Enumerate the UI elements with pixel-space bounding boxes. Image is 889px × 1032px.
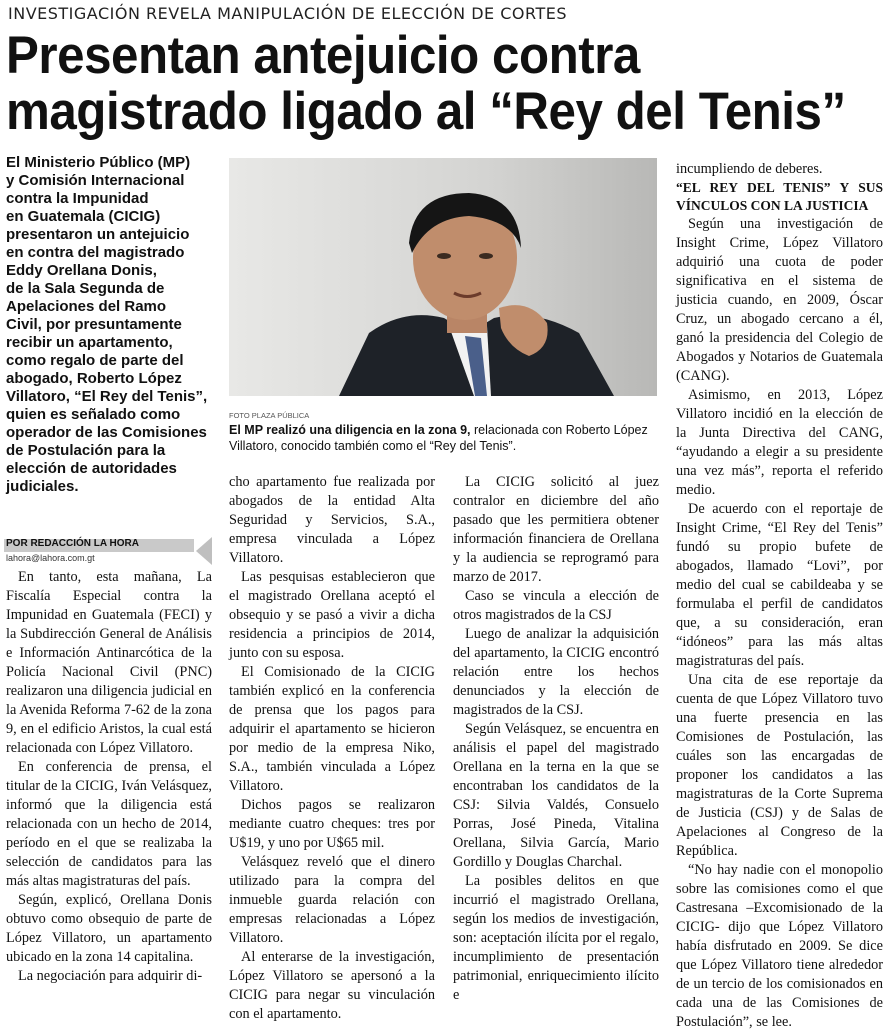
paragraph: En tanto, esta mañana, La Fiscalía Especial contra la Impunidad en Guatemala (FECI) y la Subdirección General de Análisis e Información Antinarcótica de la Policía Nacional Civil (PNC) realizaron una diligencia judicial en la Avenida Reforma 7-62 de la zona 9, en el edificio Aristos, la cual está relacionada con López Villatoro. — [6, 569, 212, 756]
paragraph: Según Velásquez, se encuentra en análisis el papel del magistrado Orellana en la terna en la que se encontraban los candidatos de la CSJ: Silvia Valdés, Consuelo Porras, José Pineda, Vitalina Orellana, Silvia García, Mario Gordillo y Douglas Charchal. — [453, 721, 659, 870]
subheading: “EL REY DEL TENIS” Y SUS VÍNCULOS CON LA JUSTICIA — [676, 180, 883, 213]
column-3 — [453, 473, 659, 1005]
photo-portrait-icon — [229, 158, 657, 396]
lede-line: operador de las Comisiones — [6, 424, 207, 441]
byline-arrow-icon — [196, 537, 212, 565]
column-1 — [6, 568, 212, 986]
lede-line: El Ministerio Público (MP) — [6, 154, 191, 171]
paragraph: Luego de analizar la adquisición del apartamento, la CICIG encontró relación entre los hechos denunciados y la elección de magistrados de la CSJ. — [453, 626, 659, 718]
paragraph: cho apartamento fue realizada por abogados de la entidad Alta Seguridad y Servicios, S.A., empresa vinculada a López Villatoro. — [229, 474, 435, 566]
paragraph: Las pesquisas establecieron que el magistrado Orellana aceptó el obsequio y se pasó a vivir a dicha residencia a principios de 2014, junto con su esposa. — [229, 569, 435, 661]
caption-text: relacionada con Roberto López Villatoro, conocido también como el “Rey del Tenis”. — [229, 423, 648, 453]
lede-line: elección de autoridades — [6, 460, 177, 477]
news-photo — [229, 158, 657, 396]
lede-line: quien es señalado como — [6, 406, 181, 423]
headline-line-1: Presentan antejuicio contra — [6, 26, 640, 85]
paragraph: Según, explicó, Orellana Donis obtuvo como obsequio de parte de López Villatoro, un apartamento ubicado en la zona 14 capitalina. — [6, 892, 212, 965]
lede-line: en contra del magistrado — [6, 244, 185, 261]
lede-line: de Postulación para la — [6, 442, 166, 459]
paragraph: De acuerdo con el reportaje de Insight Crime, “El Rey del Tenis” fundó su propio bufete de abogados, llamado “Lovi”, por medio del cual se cabildeaba y se formulaba el perfil de candidatos que, a su consideración, eran “idóneos” para las más altas magistraturas del país. — [676, 501, 883, 669]
kicker: INVESTIGACIÓN REVELA MANIPULACIÓN DE ELECCIÓN DE CORTES — [8, 4, 567, 23]
lede-line: como regalo de parte del — [6, 352, 184, 369]
lede-line: presentaron un antejuicio — [6, 226, 190, 243]
photo-credit: FOTO PLAZA PÚBLICA — [229, 411, 310, 420]
paragraph: Según una investigación de Insight Crime, López Villatoro adquirió una cuota de poder significativa en el sistema de justicia cuando, en 2009, Óscar Cruz, un abogado cercano a él, ganó la presidencia del Colegio de Abogados y Notarios de Guatemala (CANG). — [676, 216, 883, 384]
lede-line: en Guatemala (CICIG) — [6, 208, 161, 225]
lede-line: y Comisión Internacional — [6, 172, 185, 189]
paragraph: Dichos pagos se realizaron mediante cuatro cheques: tres por U$19, y uno por U$65 mil. — [229, 797, 435, 851]
lede — [6, 154, 218, 496]
paragraph: En conferencia de prensa, el titular de la CICIG, Iván Velásquez, informó que la diligencia está relacionada con un hecho de 2014, período en el que se realizaba la selección de candidatos para las más altas magistraturas del país. — [6, 759, 212, 889]
photo-caption — [229, 422, 659, 454]
byline-block — [4, 537, 211, 565]
headline — [6, 26, 846, 141]
column-4 — [676, 160, 883, 1032]
column-2 — [229, 473, 435, 1024]
paragraph: La CICIG solicitó al juez contralor en diciembre del año pasado que les permitiera obtener información financiera de Orellana y la audiencia se reprogramó para marzo de 2017. — [453, 474, 659, 585]
paragraph: Caso se vincula a elección de otros magistrados de la CSJ — [453, 588, 659, 623]
paragraph: La posibles delitos en que incurrió el magistrado Orellana, según los medios de investigación, son: aceptación ilícita por el regalo, incumplimiento de presentación patrimonial, enriquecimiento ilícito e — [453, 873, 659, 1003]
lede-line: recibir un apartamento, — [6, 334, 173, 351]
lede-line: Eddy Orellana Donis, — [6, 262, 157, 279]
paragraph: Al enterarse de la investigación, López Villatoro se apersonó a la CICIG para negar su vinculación con el apartamento. — [229, 949, 435, 1022]
paragraph: “No hay nadie con el monopolio sobre las comisiones como el que Castresana –Excomisionado de la CICIG- dijo que López Villatoro había disfrutado en 2009. Se dice que López Villatoro tiene alrededor de un tercio de los comisionados en cada una de las Comisiones de Postulación”, se lee. — [676, 862, 883, 1030]
paragraph: El Comisionado de la CICIG también explicó en la conferencia de prensa que los pagos para adquirir el apartamento se hicieron por medio de la empresa Niko, S.A., también vinculada a López Villatoro. — [229, 664, 435, 794]
headline-line-2: magistrado ligado al “Rey del Tenis” — [6, 82, 846, 141]
paragraph: Una cita de ese reportaje da cuenta de que López Villatoro tuvo una fuerte presencia en las Comisiones de Postulación, las cuáles son las encargadas de proponer los candidatos a las magistraturas de la Corte Suprema de Justicia (CSJ) y de Salas de Apelaciones al Congreso de la República. — [676, 672, 883, 859]
lede-line: de la Sala Segunda de — [6, 280, 165, 297]
caption-bold: El MP realizó una diligencia en la zona 9, — [229, 423, 471, 437]
lede-line: judiciales. — [6, 478, 79, 495]
byline-email: lahora@lahora.com.gt — [6, 553, 95, 563]
lede-line: contra la Impunidad — [6, 190, 149, 207]
paragraph: incumpliendo de deberes. — [676, 161, 823, 177]
lede-line: Villatoro, “El Rey del Tenis”, — [6, 388, 208, 405]
lede-line: abogado, Roberto López — [6, 370, 182, 387]
paragraph: Asimismo, en 2013, López Villatoro incidió en la elección de la Junta Directiva del CANG, “ayudando a elegir a su presidente una vez más”, reporta el referido medio. — [676, 387, 883, 498]
byline: POR REDACCIÓN LA HORA — [6, 538, 139, 549]
lede-line: Apelaciones del Ramo — [6, 298, 167, 315]
paragraph: Velásquez reveló que el dinero utilizado para la compra del inmueble guarda relación con empresas relacionadas a López Villatoro. — [229, 854, 435, 946]
lede-line: Civil, por presuntamente — [6, 316, 182, 333]
paragraph: La negociación para adquirir di- — [18, 968, 203, 984]
